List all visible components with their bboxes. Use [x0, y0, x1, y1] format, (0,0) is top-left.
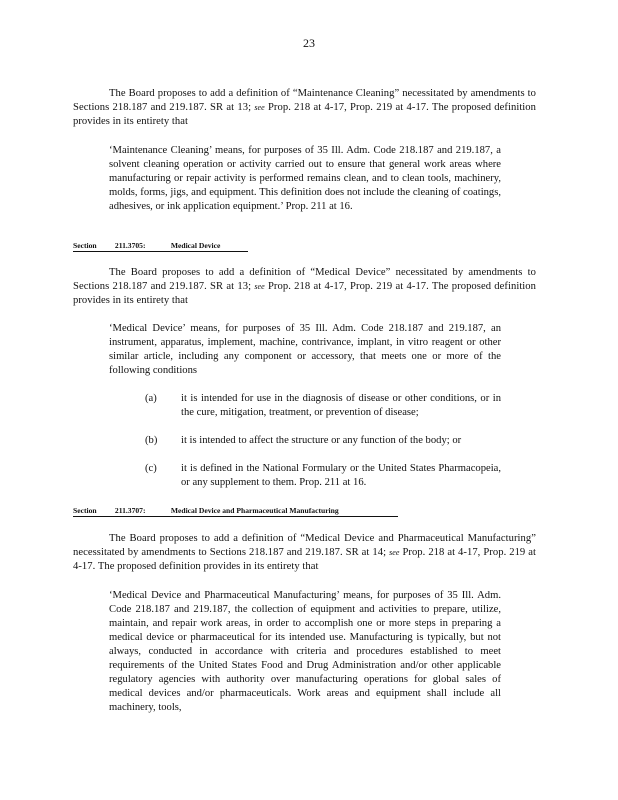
paragraph-text: The Board proposes to add a definition of “Medical Device” necessitated by amendments to Sections 218.187 and 219.187. SR at 13;	[73, 267, 536, 292]
page-number: 23	[303, 36, 315, 50]
paragraph-medical-device-pharmaceutical	[73, 532, 536, 574]
quote-medical-device: ‘Medical Device’ means, for purposes of 35 Ill. Adm. Code 218.187 and 219.187, an instrument, apparatus, implement, machine, contrivance, implant, in vitro reagent or other similar article, including any component or accessory, that meets one or more of the following conditions	[109, 323, 501, 376]
paragraph-text: Prop. 218 at 4-17, Prop. 219 at 4-17. The proposed definition provides in its entirety that	[73, 102, 536, 127]
list-text: it is defined in the National Formulary or the United States Pharmacopeia, or any supplement to them. Prop. 211 at 16.	[181, 463, 501, 488]
list-label: (b)	[145, 435, 158, 446]
list-item-c	[145, 462, 505, 490]
section-heading-211-3707	[73, 506, 398, 517]
section-number: 211.3707:	[114, 506, 146, 515]
quote-maintenance-cleaning: ‘Maintenance Cleaning’ means, for purposes of 35 Ill. Adm. Code 218.187 and 219.187, a solvent cleaning operation or activity carried out to ensure that general work areas where manufacturing or repair activity is performed remains clean, and to clean tools, machinery, molds, forms, jigs, and equipment. This definition does not include the cleaning of coatings, adhesives, or ink application equipment.’ Prop. 211 at 16.	[109, 145, 501, 212]
list-text: it is intended to affect the structure or any function of the body; or	[181, 435, 462, 446]
paragraph-text: Prop. 218 at 4-17, Prop. 219 at 4-17. The proposed definition provides in its entirety that	[73, 281, 536, 306]
list-label: (c)	[145, 463, 157, 474]
section-label: Section	[73, 241, 97, 250]
list-label: (a)	[145, 393, 157, 404]
section-heading-211-3705	[73, 241, 248, 252]
section-title: Medical Device and Pharmaceutical Manufacturing	[170, 506, 339, 515]
section-label: Section	[73, 506, 97, 515]
list-item-b	[145, 434, 505, 448]
see-signal: see	[389, 548, 400, 557]
see-signal: see	[254, 103, 265, 112]
list-item-a	[145, 392, 505, 420]
paragraph-text: The Board proposes to add a definition of “Medical Device and Pharmaceutical Manufacturing” necessitated by amendments to Sections 218.187 and 219.187. SR at 14;	[73, 533, 536, 558]
paragraph-maintenance-cleaning	[73, 87, 536, 129]
paragraph-text: The Board proposes to add a definition of “Maintenance Cleaning” necessitated by amendments to Sections 218.187 and 219.187. SR at 13;	[73, 88, 536, 113]
section-number: 211.3705:	[114, 241, 146, 250]
section-title: Medical Device	[170, 241, 221, 250]
list-text: it is intended for use in the diagnosis of disease or other conditions, or in the cure, mitigation, treatment, or prevention of disease;	[181, 393, 501, 418]
paragraph-medical-device	[73, 266, 536, 308]
quote-medical-device-pharmaceutical: ‘Medical Device and Pharmaceutical Manufacturing’ means, for purposes of 35 Ill. Adm. Code 218.187 and 219.187, the collection of equipment and activities to prepare, utilize, maintain, and repair work areas, in order to accomplish one or more steps in preparing a medical device or pharmaceutical for its intended use. Manufacturing is typically, but not always, conducted in accordance with criteria and procedures established to meet requirements of the United States Food and Drug Administration and/or other applicable regulatory agencies with authority over manufacturing operations for global sales of medical devices and/or pharmaceuticals. Work areas and equipment shall include all machinery, tools,	[109, 590, 501, 713]
paragraph-text: Prop. 218 at 4-17, Prop. 219 at 4-17. The proposed definition provides in its entirety that	[73, 547, 536, 572]
see-signal: see	[254, 282, 265, 291]
